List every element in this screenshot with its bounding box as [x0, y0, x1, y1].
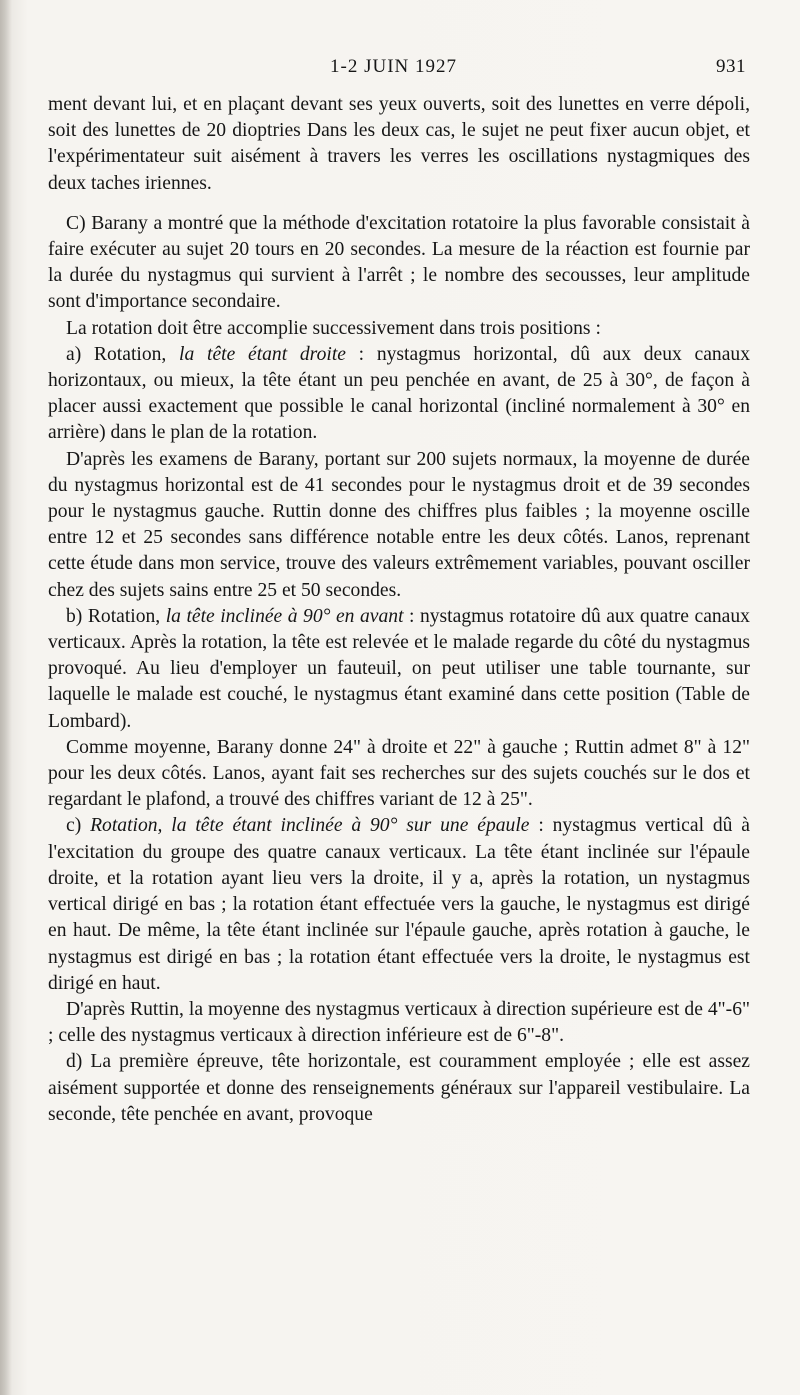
paragraph-prefix: c)	[66, 815, 91, 837]
paragraph-text: ment devant lui, et en plaçant devant ses yeux ouverts, soit des lunettes en verre dépoli, soit des lunettes de 20 dioptries Dans les deux cas, le sujet ne peut fixer aucun objet, et l'expérimentateur suit aisément à travers les verres les oscillations nystagmiques des deux taches iriennes.	[48, 94, 750, 194]
paragraph-c-barany	[48, 211, 750, 316]
binding-shadow	[0, 0, 12, 1395]
running-header-date: 1-2 JUIN 1927	[330, 56, 457, 77]
paragraph-text: La rotation doit être accomplie successivement dans trois positions :	[66, 317, 601, 339]
paragraph-barany-examens	[48, 447, 750, 604]
paragraph-d-epreuve	[48, 1049, 750, 1128]
paragraph-text: D'après les examens de Barany, portant sur 200 sujets normaux, la moyenne de durée du nystagmus horizontal est de 41 secondes pour le nystagmus droit et de 39 secondes pour le nystagmus gauche. Ruttin donne des chiffres plus faibles ; la moyenne oscille entre 12 et 25 secondes sans différence notable entre les deux côtés. Lanos, reprenant cette étude dans mon service, trouve des valeurs extrêmement variables, pouvant osciller chez des sujets sains entre 25 et 50 secondes.	[48, 448, 750, 601]
paragraph-italic: la tête étant droite	[179, 343, 346, 365]
paragraph-continuation	[48, 92, 750, 197]
paragraph-c-rotation	[48, 813, 750, 996]
page-number: 931	[716, 56, 746, 77]
paragraph-prefix: b) Rotation,	[66, 605, 166, 627]
paragraph-text: Comme moyenne, Barany donne 24" à droite et 22" à gauche ; Ruttin admet 8" à 12" pour les deux côtés. Lanos, ayant fait ses recherches sur des sujets couchés sur le dos et regardant le plafond, a trouvé des chiffres variant de 12 à 25".	[48, 736, 750, 811]
paragraph-text: D'après Ruttin, la moyenne des nystagmus verticaux à direction supérieure est de 4"-6" ; celle des nystagmus verticaux à direction inférieure est de 6"-8".	[48, 998, 750, 1047]
paragraph-text: : nystagmus vertical dû à l'excitation du groupe des quatre canaux verticaux. La tête étant inclinée sur l'épaule droite, et la rotation ayant lieu vers la droite, il y a, après la rotation, un nystagmus vertical dirigé en bas ; la rotation étant effectuée vers la gauche, le nystagmus est dirigé en haut. De même, la tête étant inclinée sur l'épaule gauche, après rotation à gauche, le nystagmus est dirigé en bas ; la rotation étant effectuée vers la droite, le nystagmus est dirigé en haut.	[48, 815, 750, 994]
paragraph-text: : nystagmus rotatoire dû aux quatre canaux verticaux. Après la rotation, la tête est relevée et le malade regarde du côté du nystagmus provoqué. Au lieu d'employer un fauteuil, on peut utiliser une table tournante, sur laquelle le malade est couché, le nystagmus étant examiné dans cette position (Table de Lombard).	[48, 605, 750, 732]
paragraph-prefix: a) Rotation,	[66, 343, 180, 365]
paragraph-text: : nystagmus horizontal, dû aux deux canaux horizontaux, ou mieux, la tête étant un peu penchée en avant, de 25 à 30°, de façon à placer aussi exactement que possible le canal horizontal (incliné normalement à 30° en arrière) dans le plan de la rotation.	[48, 343, 751, 444]
paragraph-italic: la tête inclinée à 90° en avant	[165, 605, 404, 627]
paragraph-text: C) Barany a montré que la méthode d'excitation rotatoire la plus favorable consistait à faire exécuter au sujet 20 tours en 20 secondes. La mesure de la réaction est fournie par la durée du nystagmus qui survient à l'arrêt ; le nombre des secousses, leur amplitude sont d'importance secondaire.	[48, 212, 750, 313]
paragraph-a-rotation	[48, 342, 750, 447]
body-text	[48, 92, 750, 1128]
paragraph-b-rotation	[48, 604, 750, 735]
paragraph-three-positions	[48, 316, 750, 342]
paragraph-text: d) La première épreuve, tête horizontale, est couramment employée ; elle est assez aisément supportée et donne des renseignements généraux sur l'appareil vestibulaire. La seconde, tête penchée en avant, provoque	[48, 1051, 750, 1125]
paragraph-italic: Rotation, la tête étant inclinée à 90° sur une épaule	[90, 815, 530, 837]
paragraph-moyenne	[48, 735, 750, 814]
paragraph-ruttin	[48, 997, 750, 1049]
